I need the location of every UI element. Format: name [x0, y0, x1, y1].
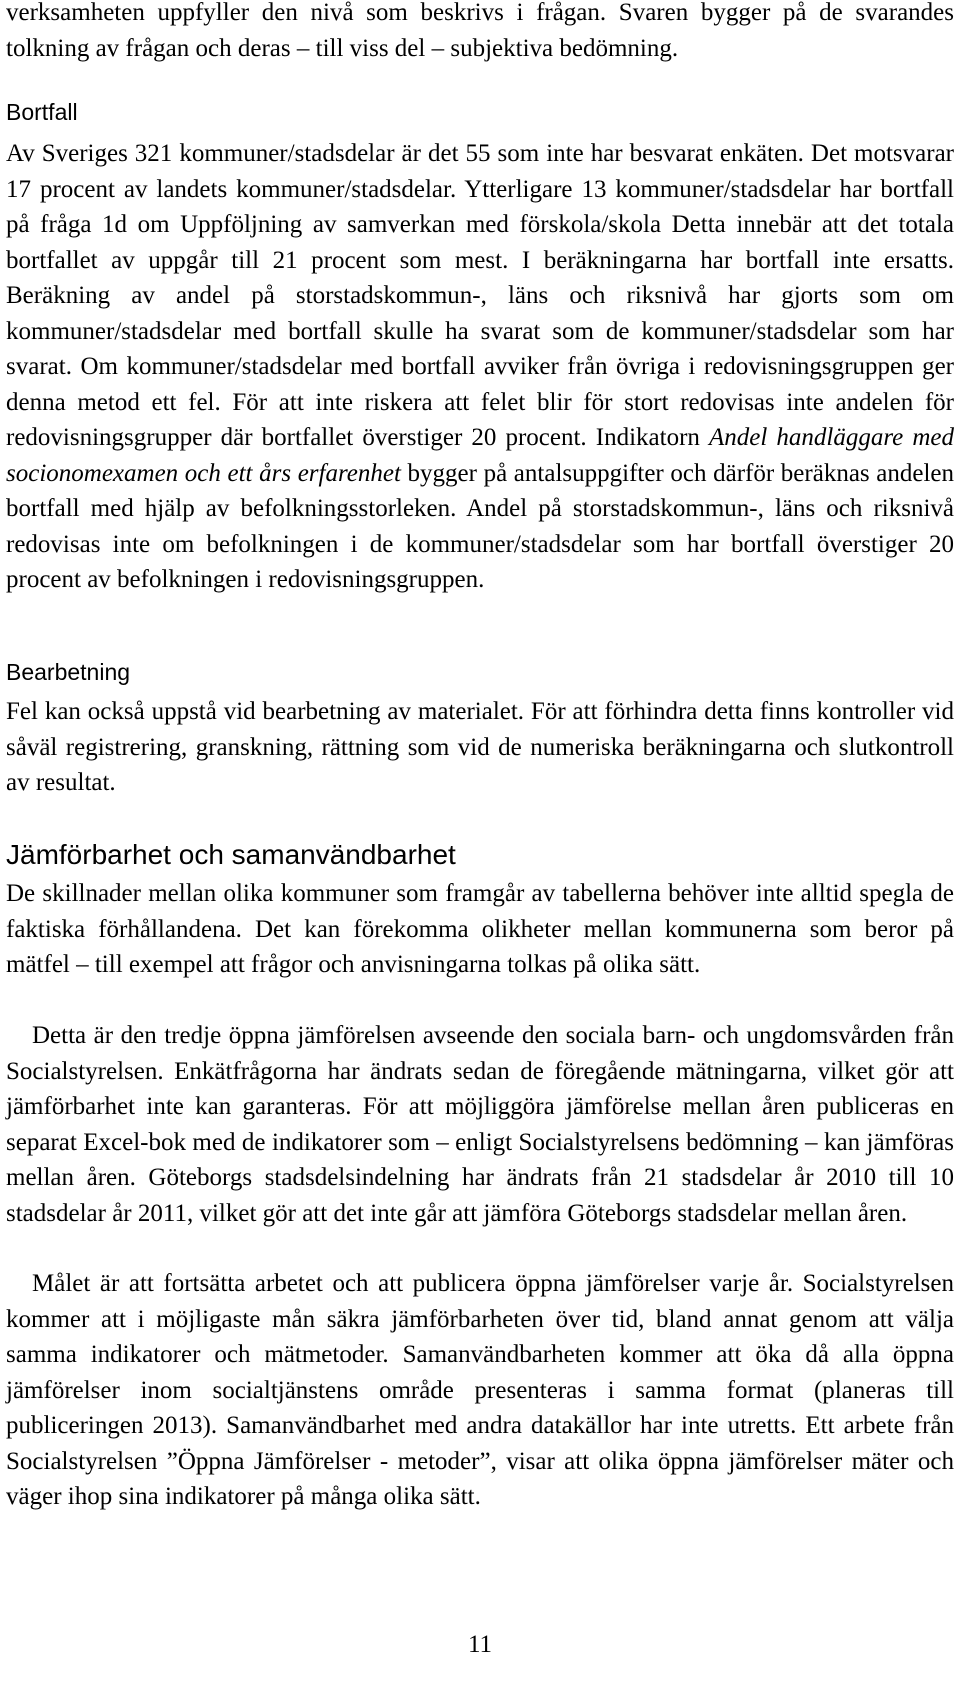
- bortfall-paragraph: [6, 136, 954, 598]
- section-heading-bortfall: Bortfall: [6, 99, 78, 125]
- section-heading-jamforbarhet: Jämförbarhet och samanvändbarhet: [6, 839, 456, 870]
- bearbetning-paragraph: Fel kan också uppstå vid bearbetning av materialet. För att förhindra detta finns kontroller vid såväl registrering, granskning, rättning som vid de numeriska beräkningarna och slutkontroll av resultat.: [6, 698, 954, 796]
- document-page: [6, 0, 954, 1687]
- jamforbarhet-paragraph-2: Detta är den tredje öppna jämförelsen avseende den sociala barn- och ungdomsvården från Socialstyrelsen. Enkätfrågorna har ändrats sedan de föregående mätningarna, vilket gör att jämförbarhet inte kan garanteras. För att möjliggöra jämförelse mellan åren publiceras en separat Excel-bok med de indikatorer som – enligt Socialstyrelsens bedömning – kan jämföras mellan åren. Göteborgs stadsdelsindelning har ändrats från 21 stadsdelar år 2010 till 10 stadsdelar år 2011, vilket gör att det inte går att jämföra Göteborgs stadsdelar mellan åren.: [6, 1022, 954, 1227]
- page-number: 11: [467, 1631, 493, 1658]
- bortfall-text-part-2: bygger på antalsuppgifter och därför beräknas andelen bortfall med hjälp av befolkningsstorleken. Andel på storstadskommun-, läns och riksnivå redovisas inte om befolkningen i de kommuner/stadsdelar som har bortfall överstiger 20 procent av befolkningen i redovisningsgruppen.: [6, 459, 955, 593]
- bortfall-text-part-1: Av Sveriges 321 kommuner/stadsdelar är det 55 som inte har besvarat enkäten. Det motsvarar 17 procent av landets kommuner/stadsdelar. Ytterligare 13 kommuner/stadsdelar har bortfall på fråga 1d om Uppföljning av samverkan med förskola/skola Detta innebär att det totala bortfallet av uppgår till 21 procent som mest. I beräkningarna har bortfall inte ersatts. Beräkning av andel på storstadskommun-, läns och riksnivå har gjorts som om kommuner/stadsdelar med bortfall skulle ha svarat som de kommuner/stadsdelar som har svarat. Om kommuner/stadsdelar med bortfall avviker från övriga i redovisningsgruppen ger denna metod ett fel. För att inte riskera att felet blir för stort redovisas inte andelen för redovisningsgrupper där bortfallet överstiger 20 procent. Indikatorn: [6, 140, 954, 451]
- jamforbarhet-paragraph-1: De skillnader mellan olika kommuner som framgår av tabellerna behöver inte alltid spegla de faktiska förhållandena. Det kan förekomma olikheter mellan kommunerna som beror på mätfel – till exempel att frågor och anvisningarna tolkas på olika sätt.: [6, 880, 954, 978]
- section-heading-bearbetning: Bearbetning: [6, 659, 131, 685]
- indicator-name: Andel handläggare med socionomexamen och ett års erfarenhet: [6, 424, 954, 487]
- jamforbarhet-paragraph-3: Målet är att fortsätta arbetet och att publicera öppna jämförelser varje år. Socialstyrelsen kommer att i möjligaste mån säkra jämförbarheten över tid, bland annat genom att välja samma indikatorer och mätmetoder. Samanvändbarheten kommer att öka då alla öppna jämförelser inom socialtjänstens område presenteras i samma format (planeras till publiceringen 2013). Samanvändbarhet med andra datakällor har inte utretts. Ett arbete från Socialstyrelsen ”Öppna Jämförelser - metoder”, visar att olika öppna jämförelser mäter och väger ihop sina indikatorer på många olika sätt.: [6, 1270, 954, 1510]
- intro-paragraph: verksamheten uppfyller den nivå som beskrivs i frågan. Svaren bygger på de svarandes tolkning av frågan och deras – till viss del – subjektiva bedömning.: [6, 0, 954, 62]
